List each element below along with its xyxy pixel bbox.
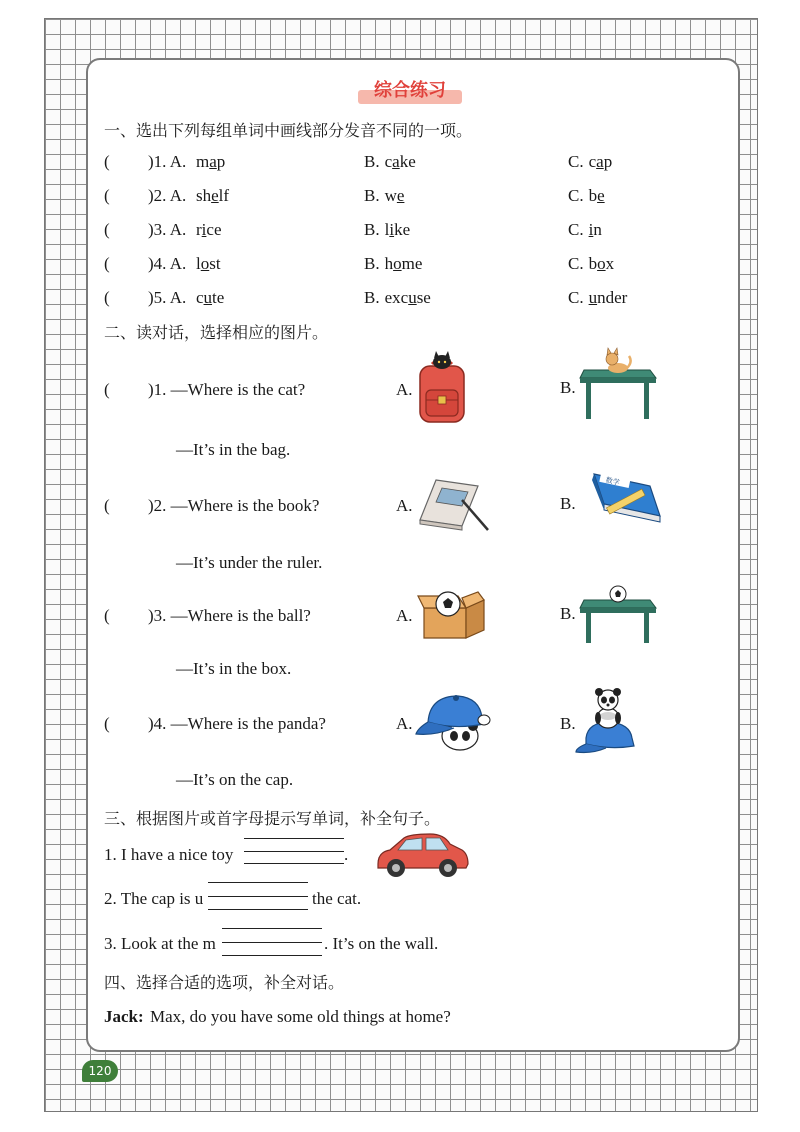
answer-paren[interactable]: ( bbox=[104, 714, 110, 733]
question-text: )3. —Where is the ball? bbox=[148, 606, 311, 625]
page-number-badge: 120 bbox=[82, 1060, 118, 1082]
option-c bbox=[568, 152, 612, 172]
word-part: x bbox=[605, 254, 615, 273]
option-c bbox=[568, 254, 614, 274]
section2-heading: 二、读对话，选择相应的图片。 bbox=[104, 323, 329, 342]
word-part: exc bbox=[384, 288, 409, 307]
option-a bbox=[148, 186, 186, 206]
fill-sentence-1-start: 1. I have a nice toy bbox=[104, 845, 234, 864]
option-c bbox=[568, 288, 627, 308]
dialogue-line: Max, do you have some old things at home? bbox=[150, 1007, 451, 1026]
option-a-label: A. bbox=[396, 496, 413, 515]
underlined-letter: a bbox=[596, 152, 604, 171]
underlined-letter: e bbox=[597, 186, 605, 205]
option-a bbox=[148, 152, 186, 172]
option-label: C. bbox=[568, 186, 584, 205]
option-a bbox=[148, 254, 186, 274]
word-part: te bbox=[212, 288, 225, 307]
word-part: me bbox=[401, 254, 423, 273]
option-c bbox=[568, 186, 605, 206]
option-label: C. bbox=[568, 254, 584, 273]
option-b-label: B. bbox=[560, 714, 576, 733]
option-a-word bbox=[196, 288, 224, 308]
option-a-label: A. bbox=[396, 714, 413, 733]
underlined-letter: u bbox=[408, 288, 417, 307]
word-part: se bbox=[416, 288, 431, 307]
paren-text: ( bbox=[104, 186, 110, 205]
underlined-letter: a bbox=[209, 152, 217, 171]
item-number: )4. A. bbox=[148, 254, 187, 273]
option-a-label: A. bbox=[396, 380, 413, 399]
option-b-label: B. bbox=[560, 494, 576, 513]
word-part: n bbox=[593, 220, 602, 239]
underlined-letter: o bbox=[200, 254, 210, 273]
word-part: c bbox=[384, 152, 393, 171]
fill-sentence-2-end: the cat. bbox=[312, 889, 362, 908]
item-number: )3. A. bbox=[148, 220, 187, 239]
answer-text: —It’s under the ruler. bbox=[176, 553, 323, 572]
option-b bbox=[364, 186, 404, 206]
option-b bbox=[364, 152, 416, 172]
option-label: B. bbox=[364, 152, 380, 171]
answer-paren[interactable] bbox=[104, 152, 110, 172]
word-part: c bbox=[196, 288, 204, 307]
option-a-word bbox=[196, 254, 221, 274]
option-label: B. bbox=[364, 220, 380, 239]
answer-text: —It’s in the box. bbox=[176, 659, 292, 678]
item-number: )5. A. bbox=[148, 288, 187, 307]
fill-sentence-3-end: . It’s on the wall. bbox=[324, 934, 439, 953]
word-part: p bbox=[216, 152, 226, 171]
toy-car-image bbox=[374, 830, 470, 878]
option-label: C. bbox=[568, 152, 584, 171]
underlined-letter: i bbox=[389, 220, 395, 239]
paren-text: ( bbox=[104, 288, 110, 307]
answer-paren[interactable]: ( bbox=[104, 380, 110, 399]
item-number: )1. A. bbox=[148, 152, 187, 171]
option-a-word bbox=[196, 186, 229, 206]
paren-text: ( bbox=[104, 220, 110, 239]
word-part: nder bbox=[597, 288, 628, 307]
option-b-label: B. bbox=[560, 604, 576, 623]
word-part: l bbox=[384, 220, 390, 239]
option-a-label: A. bbox=[396, 606, 413, 625]
word-part: w bbox=[384, 186, 397, 205]
word-part: ke bbox=[394, 220, 411, 239]
answer-paren[interactable] bbox=[104, 186, 110, 206]
underlined-letter: i bbox=[588, 220, 594, 239]
bag-with-cat-image[interactable] bbox=[416, 350, 468, 426]
word-part: l bbox=[196, 254, 201, 273]
fill-sentence-2-start: 2. The cap is u bbox=[104, 889, 204, 908]
word-part: c bbox=[588, 152, 597, 171]
word-part: ce bbox=[206, 220, 222, 239]
underlined-letter: u bbox=[588, 288, 598, 307]
writing-blank-1[interactable] bbox=[244, 838, 344, 864]
option-a-word bbox=[196, 152, 225, 172]
section3-heading: 三、根据图片或首字母提示写单词，补全句子。 bbox=[104, 809, 441, 828]
word-part: p bbox=[603, 152, 613, 171]
word-part: b bbox=[588, 186, 598, 205]
paren-text: ( bbox=[104, 254, 110, 273]
question-text: )2. —Where is the book? bbox=[148, 496, 320, 515]
page-title-text: 综合练习 bbox=[374, 80, 446, 101]
page-title bbox=[358, 76, 462, 106]
underlined-letter: e bbox=[396, 186, 405, 205]
answer-paren[interactable]: ( bbox=[104, 606, 110, 625]
answer-paren[interactable] bbox=[104, 288, 110, 308]
question-text: )4. —Where is the panda? bbox=[148, 714, 326, 733]
word-part: ke bbox=[399, 152, 416, 171]
option-a-word bbox=[196, 220, 222, 240]
table-with-cat-image[interactable] bbox=[578, 348, 658, 424]
option-b bbox=[364, 288, 431, 308]
writing-blank-2[interactable] bbox=[208, 882, 308, 910]
option-b bbox=[364, 220, 410, 240]
item-number: )2. A. bbox=[148, 186, 187, 205]
speaker-name: Jack: bbox=[104, 1007, 144, 1026]
option-a bbox=[148, 220, 186, 240]
option-label: B. bbox=[364, 288, 380, 307]
underlined-letter: o bbox=[597, 254, 606, 273]
section4-heading: 四、选择合适的选项，补全对话。 bbox=[104, 973, 345, 992]
ball-on-table-image[interactable] bbox=[578, 586, 658, 644]
word-part: b bbox=[588, 254, 598, 273]
underlined-letter: u bbox=[203, 288, 213, 307]
panda-under-cap-image[interactable] bbox=[414, 688, 494, 754]
option-a bbox=[148, 288, 186, 308]
word-part: st bbox=[209, 254, 221, 273]
answer-text: —It’s on the cap. bbox=[176, 770, 294, 789]
book-with-pen-image[interactable] bbox=[418, 478, 492, 534]
paren-text: ( bbox=[104, 152, 110, 171]
answer-text: —It’s in the bag. bbox=[176, 440, 291, 459]
underlined-letter: i bbox=[201, 220, 207, 239]
option-b bbox=[364, 254, 422, 274]
underlined-letter: e bbox=[211, 186, 219, 205]
question-text: )1. —Where is the cat? bbox=[148, 380, 306, 399]
fill-sentence-1-end: . bbox=[344, 845, 349, 864]
underlined-letter: o bbox=[393, 254, 402, 273]
section1-heading: 一、选出下列每组单词中画线部分发音不同的一项。 bbox=[104, 121, 473, 140]
option-c bbox=[568, 220, 602, 240]
fill-sentence-3-start: 3. Look at the m bbox=[104, 934, 216, 953]
option-b-label: B. bbox=[560, 378, 576, 397]
answer-paren[interactable] bbox=[104, 254, 110, 274]
word-part: r bbox=[196, 220, 202, 239]
word-part: sh bbox=[196, 186, 212, 205]
word-part: h bbox=[384, 254, 394, 273]
option-label: C. bbox=[568, 288, 584, 307]
underlined-letter: a bbox=[392, 152, 400, 171]
panda-on-cap-image[interactable] bbox=[576, 686, 640, 756]
option-label: B. bbox=[364, 254, 380, 273]
answer-paren[interactable]: ( bbox=[104, 496, 110, 515]
word-part: m bbox=[196, 152, 210, 171]
book-cover-text: 数学 bbox=[604, 476, 621, 487]
ball-in-box-image[interactable] bbox=[418, 588, 488, 640]
option-label: C. bbox=[568, 220, 584, 239]
writing-blank-3[interactable] bbox=[222, 928, 322, 956]
option-label: B. bbox=[364, 186, 380, 205]
ruler-on-book-image[interactable] bbox=[580, 470, 664, 536]
answer-paren[interactable] bbox=[104, 220, 110, 240]
word-part: lf bbox=[218, 186, 230, 205]
